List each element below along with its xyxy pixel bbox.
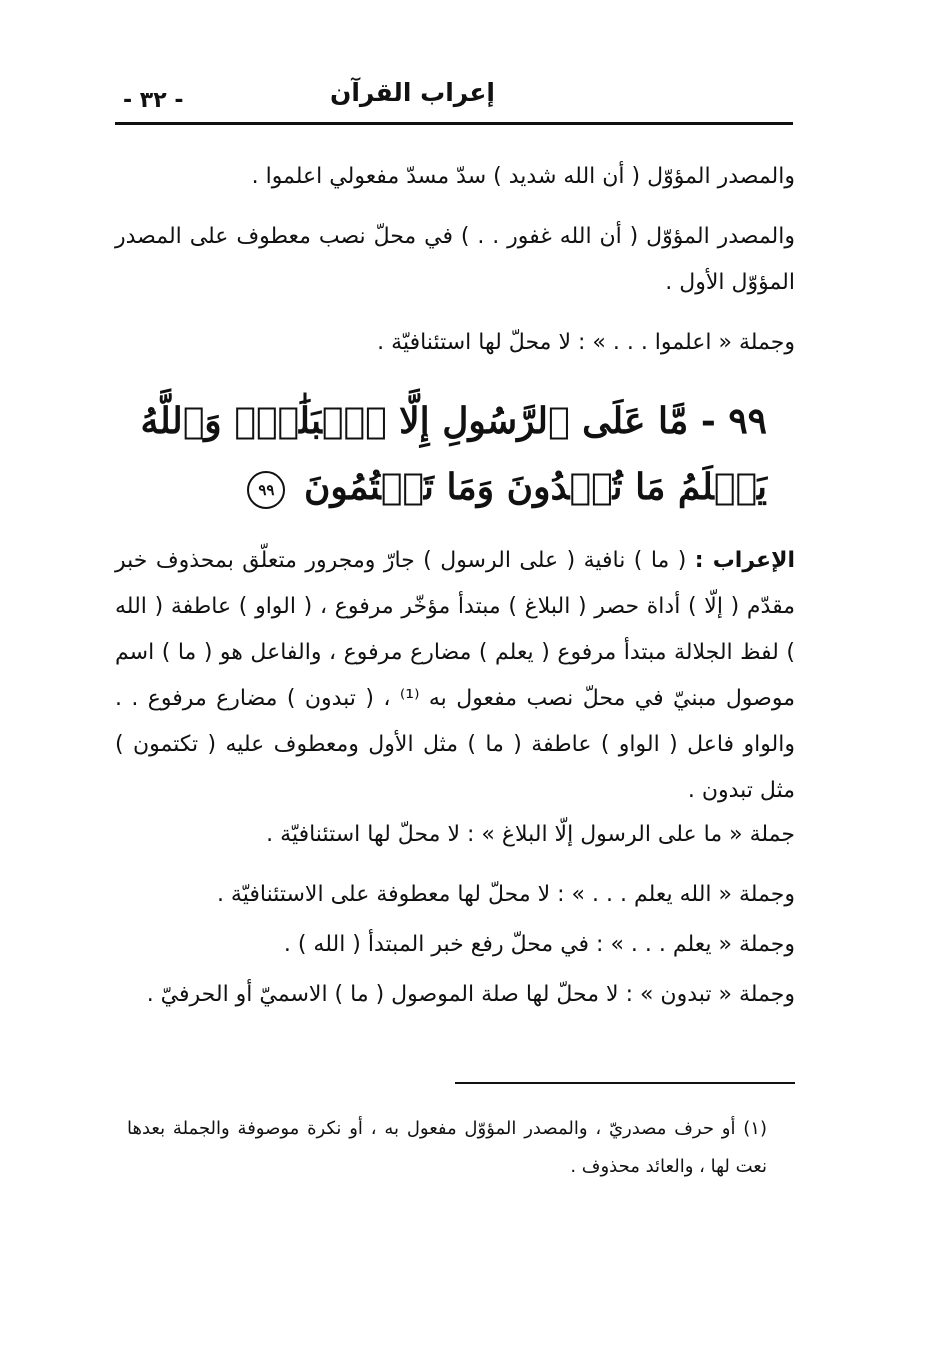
paragraph-3: وجملة « اعلموا . . . » : لا محلّ لها استئنافيّة .	[377, 330, 795, 355]
footnote-rule	[455, 1082, 795, 1084]
page-number: - ٣٢ -	[123, 88, 184, 113]
irab-lead: الإعراب :	[694, 548, 795, 573]
sentence-2: وجملة « الله يعلم . . . » : لا محلّ لها معطوفة على الاستئنافيّة .	[216, 882, 795, 907]
sentence-3: وجملة « يعلم . . . » : في محلّ رفع خبر المبتدأ ( الله ) .	[283, 932, 795, 957]
verse-text: مَّا عَلَى ٱلرَّسُولِ إِلَّا ٱلۡبَلَٰغُۗ وَٱللَّهُ يَعۡلَمُ مَا تُبۡدُونَ وَمَا تَكۡتُمُونَ	[140, 400, 767, 508]
irab-paragraph	[115, 538, 795, 814]
sentence-4: وجملة « تبدون » : لا محلّ لها صلة الموصول ( ما ) الاسميّ أو الحرفيّ .	[146, 982, 795, 1007]
header-rule	[115, 122, 793, 125]
quran-verse	[127, 388, 767, 520]
paragraph-1: والمصدر المؤوّل ( أن الله شديد ) سدّ مسدّ مفعولي اعلموا .	[251, 164, 795, 189]
page-header	[115, 68, 795, 124]
footnote: (١) أو حرف مصدريّ ، والمصدر المؤوّل مفعول به ، أو نكرة موصوفة والجملة بعدها نعت لها ، والعائد محذوف .	[127, 1118, 767, 1177]
paragraph-2: والمصدر المؤوّل ( أن الله غفور . . ) في محلّ نصب معطوف على المصدر المؤوّل الأول .	[115, 224, 795, 295]
verse-number: ٩٩ -	[700, 400, 767, 442]
sentence-1: جملة « ما على الرسول إلّا البلاغ » : لا محلّ لها استئنافيّة .	[266, 822, 795, 847]
irab-body: ( ما ) نافية ( على الرسول ) جارّ ومجرور متعلّق بمحذوف خبر مقدّم ( إلّا ) أداة حصر ( البلاغ ) مبتدأ مؤخّر مرفوع ، ( الواو ) عاطفة ( الله ) لفظ الجلالة مبتدأ مرفوع ( يعلم ) مضارع مرفوع ، والفاعل هو ( ما ) اسم موصول مبنيّ في محلّ نصب مفعول به ⁽¹⁾ ، ( تبدون ) مضارع مرفوع . . والواو فاعل ( الواو ) عاطفة ( ما ) مثل الأول ومعطوف عليه ( تكتمون ) مثل تبدون .	[115, 548, 795, 803]
book-title: إعراب القرآن	[329, 78, 495, 107]
verse-end-marker: ٩٩	[247, 471, 285, 509]
